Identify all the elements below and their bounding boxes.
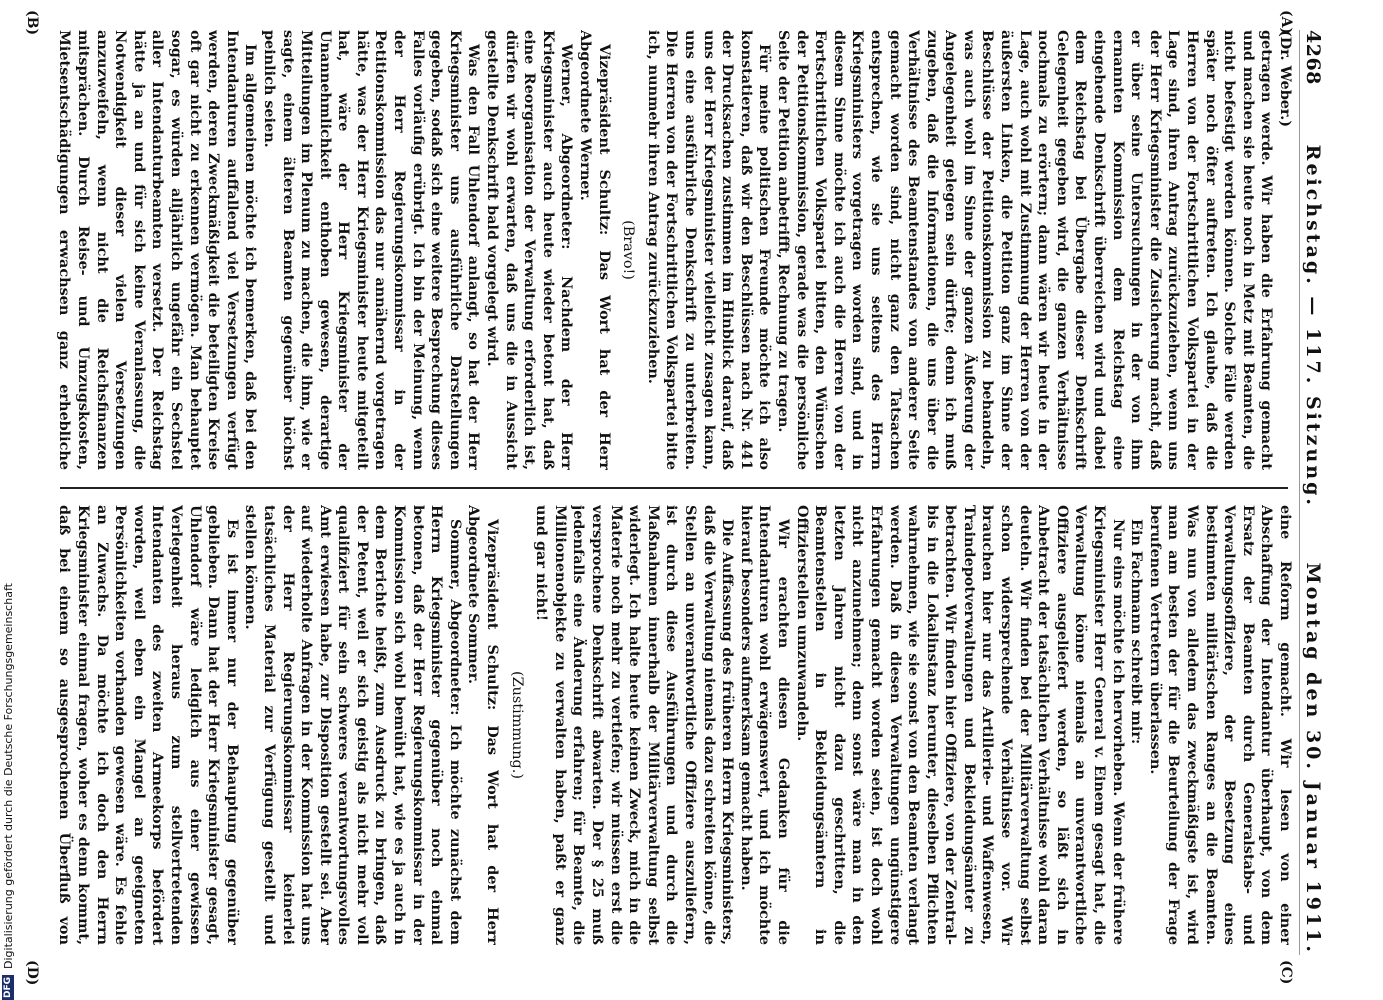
paragraph: Nur eins möchte ich hervorheben. Wenn der frühere Kriegsminister Herr General v. Einem gesagt hat, die Verwaltung könne niemals an unverantwortliche Offiziere ausgeliefert werden, so läßt sich in Anbetracht der tatsächlichen Verhältnisse wohl daran deuteln. Wir finden bei der Militärverwaltung selbst schon widersprechende Verhältnisse vor. Wir brauchen hier nur das Artillerie- und Waffenwesen, Traindepotverwaltungen und Bekleidungsämter zu betrachten. Wir finden hier Offiziere, von der Zentral- bis in die Lokalinstanz herunter, dieselben Pflichten wahrnehmen, wie sie sonst von den Beamten verlangt werden. Daß in diesen Verwaltungen ungünstigere Erfahrungen gemacht worden seien, ist doch wohl nicht anzunehmen; denn sonst wäre man in den letzten Jahren nicht dazu geschritten, die Beamtenstellen in Bekleidungsämtern in Offizierstellen umzuwandeln.	[793, 505, 1127, 945]
paragraph: Die Auffassung des früheren Herrn Kriegsministers, daß die Verwaltung niemals dazu schreiten könne, die Stellen an unverantwortliche Offiziere auszuliefern, ist durch diese Ausführungen und durch die Maßnahmen innerhalb der Militärverwaltung selbst widerlegt. Ich halte heute keinen Zweck, mich in die Materie noch mehr zu vertiefen; wir müssen erst die versprochene Denkschrift abwarten. Der § 25 muß jedenfalls eine Änderung erfahren; für Beamte, die Millionenobjekte zu verwalten haben, paßt er ganz und gar nicht!	[533, 505, 737, 945]
page-number: 4268	[1302, 30, 1324, 85]
paragraph: Es ist immer nur der Behauptung gegenüber geblieben. Dann hat der Herr Kriegsminister gesagt, Uhlendorf wäre lediglich aus einer gewissen Verlegenheit heraus zum stellvertretenden Intendanten des zweiten Armeekorps befördert worden, weil eben ein Mangel an geeigneten Persönlichkeiten vorhanden gewesen wäre. Es fehle an Zuwachs. Da möchte ich doch den Herrn Kriegsminister einmal fragen, woher es denn kommt, daß bei einem so ausgesprochenen Überfluß von	[56, 505, 241, 945]
paragraph: Vizepräsident Schultz: Das Wort hat der Herr Abgeordnete Sommer.	[465, 505, 502, 945]
left-text-column	[54, 30, 1294, 470]
digitization-credit: Digitalisierung gefördert durch die Deutsche Forschungsgemeinschaft	[1, 583, 15, 969]
paragraph: Was den Fall Uhlendorf anlangt, so hat der Herr Kriegsminister uns ausführliche Darstellungen gegeben, sodaß sich eine weitere Besprechung dieses Falles vorläufig erübrigt. Ich bin der Meinung, wenn der Herr Regierungskommissar in der Petitionskommission das nur annähernd vorgetragen hätte, was der Herr Kriegsminister heute mitgeteilt hat, wäre der Herr Kriegsminister der Unannehmlichkeit enthoben gewesen, derartige Mitteilungen im Plenum zu machen, die ihm, wie er sagte, einem älteren Beamten gegenüber höchst peinlich seien.	[260, 30, 483, 470]
paragraph: Sommer, Abgeordneter: Ich möchte zunächst dem Herrn Kriegsminister gegenüber noch einmal betonen, daß der Herr Regierungskommissar in der Kommission sich wohl bemüht hat, wie es ja auch in dem Berichte heißt, zum Ausdruck zu bringen, daß der Petent, weil er sich geistig als nicht mehr voll qualifiziert für sein schweres verantwortungsvolles Amt erwiesen habe, zur Disposition gestellt sei. Aber auf wiederholte Anfragen in der Kommission hat uns der Herr Regierungskommissar keinerlei tatsächliches Material zur Verfügung gestellt und stellen können.	[242, 505, 464, 945]
paragraph: Ein Fachmann schreibt mir:	[1128, 519, 1146, 745]
paragraph: (Zustimmung.)	[508, 671, 525, 779]
paragraph: (Dr. Weber.)	[1277, 30, 1294, 128]
paragraph: eine Reform gemacht. Wir lesen von einer Abschaffung der Intendantur überhaupt, von dem Ersatz der Beamten durch Generalstabs- und Verwaltungsoffiziere, der Besetzung eines bestimmten militärischen Ranges an die Beamten. Was nun von alledem das zweckmäßigste ist, wird man am besten der für die Beurteilung der Frage berufenen Vertretern überlassen.	[1146, 505, 1294, 945]
column-divider	[60, 487, 1288, 489]
digitization-footer	[0, 0, 16, 1000]
margin-marker-a: (A)	[1278, 10, 1294, 35]
scanned-page	[20, 0, 1340, 986]
paragraph: Vizepräsident Schultz: Das Wort hat der Herr Abgeordnete Werner.	[577, 30, 613, 470]
session-title: Reichstag. — 117. Sitzung.	[1302, 144, 1324, 508]
page-header	[1299, 30, 1326, 955]
paragraph: Wir erachten diesen Gedanken für die Intendanturen wohl erwägenswert, und ich möchte hierauf besonders aufmerksam gemacht haben.	[737, 505, 792, 945]
paragraph: Für meine politischen Freunde möchte ich also konstatieren, daß wir den Beschlüssen nach Nr. 441 der Drucksachen zustimmen im Hinblick darauf, daß uns der Herr Kriegsminister vielleicht zusagen kann, uns eine ausführliche Denkschrift zu unterbreiten. Die Herren von der Fortschrittlichen Volkspartei bitte ich, nunmehr ihren Antrag zurückzuziehen.	[644, 30, 774, 470]
margin-marker-d: (D)	[24, 960, 40, 986]
dfg-logo: DFG	[3, 976, 13, 998]
right-text-column	[54, 505, 1294, 945]
margin-marker-b: (B)	[24, 10, 40, 36]
session-date: Montag den 30. Januar 1911.	[1302, 562, 1324, 955]
paragraph: getragen werde. Wir haben die Erfahrung gemacht und machen sie heute noch in Metz mit Beamten, die nicht befestigt werden können. Solche Fälle werden später noch öfter auftreten. Ich glaube, daß die Herren von der Fortschrittlichen Volkspartei in der Lage sind, ihren Antrag zurückzuziehen, wenn uns der Herr Kriegsminister die Zusicherung macht, daß er über seine Untersuchungen in der von ihm ernannten Kommission dem Reichstag eine eingehende Denkschrift überreichen wird und dabei dem Reichstag bei Übergabe dieser Denkschrift Gelegenheit gegeben wird, die ganzen Verhältnisse nochmals zu erörtern; dann wären wir heute in der Lage, auch wohl mit Zustimmung der Herren von der äußersten Linken, die Petition ganz im Sinne der Beschlüsse der Petitionskommission zu behandeln, was auch wohl im Sinne der ganzen Äußerung der Angelegenheit gelegen sein dürfte; denn ich muß zugeben, daß die Informationen, die uns über die Verhältnisse des Beamtenstandes von anderer Seite gemacht worden sind, nicht ganz den Tatsachen entsprechen, wie sie uns seitens des Herrn Kriegsministers vorgetragen worden sind, und in diesem Sinne möchte ich auch die Herren von der Fortschrittlichen Volkspartei bitten, den Wünschen der Petitionskommission, gerade was die persönliche Seite der Petition anbetrifft, Rechnung zu tragen.	[774, 30, 1276, 470]
paragraph: Werner, Abgeordneter: Nachdem der Herr Kriegsminister auch heute wieder betont hat, daß eine Reorganisation der Verwaltung erforderlich ist, dürfen wir wohl erwarten, daß uns die in Aussicht gestellte Denkschrift bald vorgelegt wird.	[484, 30, 576, 470]
paragraph: (Bravo!)	[620, 220, 637, 280]
paragraph: Im allgemeinen möchte ich bemerken, daß bei den Intendanturen auffallend viel Versetzungen verfügt werden, deren Zweckmäßigkeit die beteiligten Kreise oft gar nicht zu erkennen vermögen. Man behauptet sogar, es würden alljährlich ungefähr ein Sechstel aller Intendanturbeamten versetzt. Der Reichstag hätte ja an und für sich keine Veranlassung, die Notwendigkeit dieser vielen Versetzungen anzuzweifeln, wenn nicht die Reichsfinanzen mitsprächen. Durch Reise- und Umzugskosten, Mietsentschädigungen erwachsen ganz erhebliche	[56, 30, 260, 470]
margin-marker-c: (C)	[1278, 960, 1294, 985]
